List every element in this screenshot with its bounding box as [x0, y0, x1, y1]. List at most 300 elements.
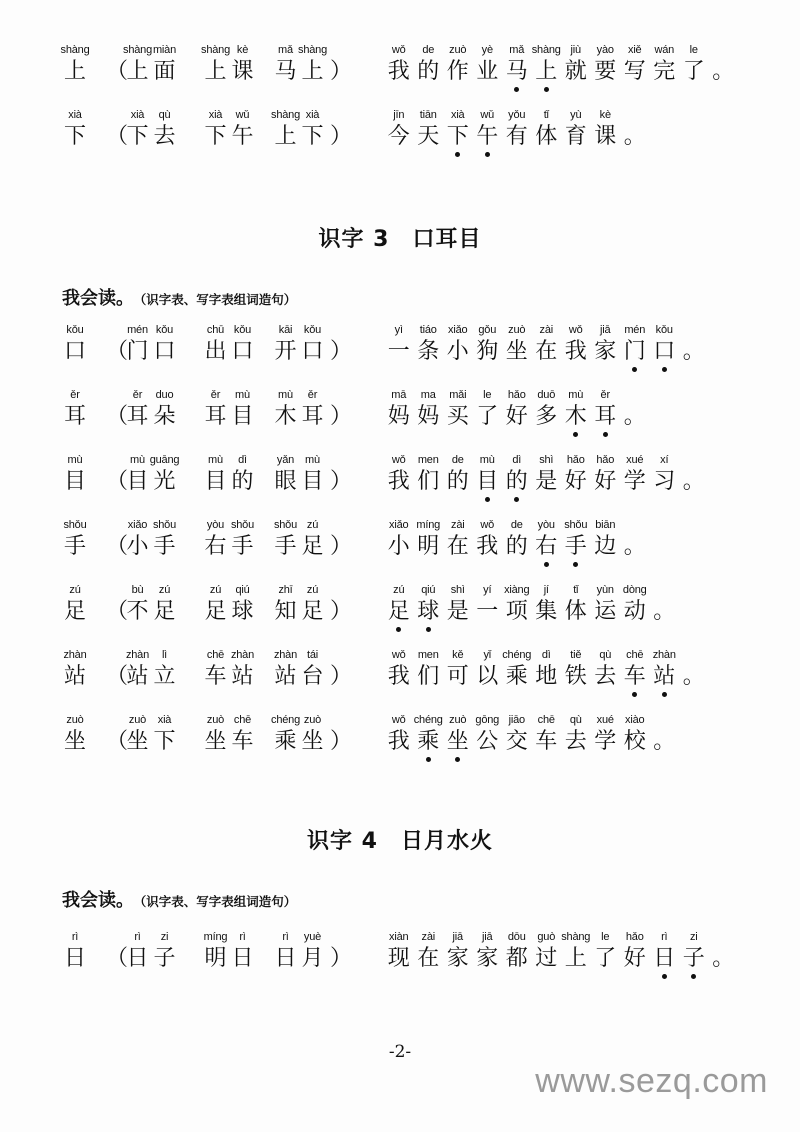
word-char	[229, 387, 256, 431]
head-char	[62, 929, 88, 973]
hanzi: 我	[387, 469, 410, 494]
pinyin: yè	[481, 44, 493, 56]
hanzi: 我	[387, 664, 410, 689]
sentence-char	[561, 647, 591, 691]
sentence-char	[650, 452, 680, 496]
hanzi: 上	[564, 946, 587, 971]
pinyin: duo	[155, 389, 174, 401]
hanzi: 目	[204, 469, 227, 494]
word-char	[299, 647, 326, 691]
pinyin: shàng	[60, 44, 90, 56]
pinyin: rì	[661, 931, 668, 943]
pinyin: zhàn	[230, 649, 255, 661]
pinyin: míng	[203, 931, 228, 943]
pinyin: shàng	[271, 109, 300, 121]
pinyin: qù	[599, 649, 612, 661]
sentence-char	[502, 42, 532, 86]
sentence-char	[679, 647, 709, 691]
example-sentence	[384, 452, 709, 496]
sentence-char	[620, 387, 650, 431]
word	[124, 712, 178, 756]
sentence-char	[561, 712, 591, 756]
pinyin: wǒ	[391, 44, 406, 56]
sentence-char	[532, 517, 562, 561]
hanzi: 球	[417, 599, 440, 624]
vocab-row	[62, 647, 762, 712]
pinyin: mù	[568, 389, 584, 401]
hanzi: 车	[535, 729, 558, 754]
word-char	[299, 42, 326, 86]
sentence-char	[591, 929, 621, 973]
hanzi: 球	[231, 599, 254, 624]
close-bracket: ）	[330, 339, 353, 364]
hanzi: 木	[274, 404, 297, 429]
pinyin: yì	[394, 324, 403, 336]
sentence-char	[620, 452, 650, 496]
hanzi: 车	[204, 664, 227, 689]
vocab-row	[62, 712, 762, 777]
hanzi: 右	[204, 534, 227, 559]
vocab-row	[62, 42, 762, 107]
section-continued	[62, 42, 762, 172]
open-bracket: （	[106, 469, 129, 494]
pinyin: kǒu	[233, 324, 252, 336]
section-title: 识字 4 日月水火	[307, 829, 493, 854]
pinyin: zhàn	[125, 649, 150, 661]
word-char	[229, 517, 256, 561]
pinyin: chē	[233, 714, 252, 726]
pinyin: chē	[206, 649, 225, 661]
hanzi: 体	[564, 599, 587, 624]
sentence-char	[650, 929, 680, 973]
sentence-char	[620, 517, 650, 561]
pinyin: lì	[161, 649, 168, 661]
close-bracket: ）	[330, 664, 353, 689]
sentence-char	[384, 322, 414, 366]
pinyin: shǒu	[564, 519, 588, 531]
sentence-char	[414, 322, 444, 366]
hanzi: 站	[274, 664, 297, 689]
open-bracket: （	[106, 124, 129, 149]
hanzi: 小	[387, 534, 410, 559]
sentence-char	[443, 322, 473, 366]
pinyin: zhàn	[63, 649, 87, 661]
open-bracket: （	[106, 59, 129, 84]
pinyin: jiù	[570, 44, 581, 56]
instruction-note: （识字表、写字表组词造句）	[140, 292, 297, 307]
word-char	[299, 517, 326, 561]
hanzi: 上	[126, 59, 149, 84]
head-character	[62, 647, 88, 691]
hanzi: 学	[623, 469, 646, 494]
sentence-char	[532, 647, 562, 691]
pinyin: zú	[306, 584, 319, 596]
hanzi: 乘	[274, 729, 297, 754]
example-sentence	[384, 322, 709, 366]
hanzi: 都	[505, 946, 528, 971]
pinyin: yuè	[303, 931, 322, 943]
section-shizi-3	[62, 322, 762, 777]
sentence-char	[532, 712, 562, 756]
hanzi: 上	[204, 59, 227, 84]
pinyin: jiāo	[508, 714, 525, 726]
example-sentence	[384, 107, 650, 151]
instruction	[62, 284, 296, 310]
word-char	[272, 517, 299, 561]
word-char	[272, 322, 299, 366]
word	[202, 517, 256, 561]
word-char	[229, 107, 256, 151]
word-char	[229, 929, 256, 973]
sentence-char	[561, 107, 591, 151]
sentence-char	[532, 387, 562, 431]
pinyin: kǒu	[655, 324, 673, 336]
hanzi: 马	[274, 59, 297, 84]
sentence-char	[384, 42, 414, 86]
sentence-char	[532, 452, 562, 496]
hanzi: 作	[446, 59, 469, 84]
pinyin: xiào	[625, 714, 645, 726]
pinyin: mǎ	[509, 44, 525, 56]
pinyin: zi	[160, 931, 169, 943]
head-character	[62, 582, 88, 626]
head-character	[62, 929, 88, 973]
vocab-row	[62, 582, 762, 647]
pinyin: kě	[452, 649, 464, 661]
pinyin: yǎn	[276, 454, 295, 466]
sentence-char	[650, 647, 680, 691]
section-title: 识字 3 口耳目	[318, 227, 482, 252]
close-bracket: ）	[330, 534, 353, 559]
pinyin: tiān	[419, 109, 437, 121]
hanzi: 下	[126, 124, 149, 149]
pinyin: dì	[238, 454, 247, 466]
pinyin: mù	[479, 454, 495, 466]
word-char	[151, 452, 178, 496]
hanzi: 车	[231, 729, 254, 754]
hanzi: 现	[387, 946, 410, 971]
instruction	[62, 886, 296, 912]
pinyin: mù	[278, 389, 293, 401]
pinyin: zuò	[128, 714, 147, 726]
sentence-char	[650, 322, 680, 366]
pinyin: zhàn	[273, 649, 298, 661]
sentence-char	[709, 929, 739, 973]
sentence-char	[443, 387, 473, 431]
word-char	[229, 712, 256, 756]
word	[124, 452, 178, 496]
word-char	[202, 517, 229, 561]
sentence-char	[473, 42, 503, 86]
pinyin: shǒu	[63, 519, 87, 531]
sentence-char	[502, 517, 532, 561]
hanzi: 目	[63, 469, 86, 494]
word-char	[124, 929, 151, 973]
sentence-char	[532, 929, 562, 973]
sentence-char	[591, 387, 621, 431]
sentence-char	[414, 517, 444, 561]
pinyin: mén	[127, 324, 148, 336]
hanzi: 朵	[153, 404, 176, 429]
sentence-char	[473, 712, 503, 756]
sentence-char	[561, 582, 591, 626]
watermark: www.sezq.com	[535, 1062, 768, 1100]
pinyin: shàng	[561, 931, 591, 943]
sentence-char	[443, 42, 473, 86]
pinyin: kè	[236, 44, 249, 56]
sentence-char	[620, 322, 650, 366]
hanzi: 站	[231, 664, 254, 689]
word	[124, 387, 178, 431]
hanzi: 开	[274, 339, 297, 364]
pinyin: yòu	[206, 519, 225, 531]
pinyin: xià	[68, 109, 82, 121]
head-char	[62, 582, 88, 626]
hanzi: 日	[231, 946, 254, 971]
word-char	[272, 712, 299, 756]
word-char	[229, 582, 256, 626]
hanzi: 了	[682, 59, 705, 84]
word-char	[272, 582, 299, 626]
hanzi: 站	[63, 664, 86, 689]
hanzi: 课	[231, 59, 254, 84]
sentence-char	[709, 42, 739, 86]
pinyin: ěr	[132, 389, 143, 401]
word-char	[202, 387, 229, 431]
hanzi: 乘	[417, 729, 440, 754]
head-character	[62, 322, 88, 366]
word-char	[151, 712, 178, 756]
hanzi: 课	[594, 124, 617, 149]
hanzi: 育	[564, 124, 587, 149]
word-char	[202, 647, 229, 691]
hanzi: 好	[594, 469, 617, 494]
sentence-char	[384, 647, 414, 691]
instruction-label: 我会读。	[62, 890, 134, 911]
sentence-char	[443, 712, 473, 756]
pinyin: xiǎo	[127, 519, 148, 531]
sentence-char	[532, 322, 562, 366]
hanzi: 公	[476, 729, 499, 754]
hanzi: 子	[682, 946, 705, 971]
word	[202, 322, 256, 366]
section-shizi-4	[62, 929, 762, 994]
hanzi: 口	[301, 339, 324, 364]
pinyin: jīn	[393, 109, 405, 121]
sentence-char	[502, 582, 532, 626]
hanzi: 耳	[594, 404, 617, 429]
word-char	[124, 582, 151, 626]
word	[202, 929, 256, 973]
sentence-char	[650, 42, 680, 86]
pinyin: mù	[208, 454, 223, 466]
hanzi: 学	[594, 729, 617, 754]
pinyin: xià	[130, 109, 145, 121]
pinyin: ěr	[307, 389, 318, 401]
pinyin: ěr	[600, 389, 610, 401]
hanzi: 。	[623, 534, 646, 559]
sentence-char	[679, 322, 709, 366]
hanzi: 上	[535, 59, 558, 84]
head-char	[62, 647, 88, 691]
vocab-row	[62, 107, 762, 172]
pinyin: zú	[306, 519, 319, 531]
sentence-char	[561, 387, 591, 431]
pinyin: qù	[569, 714, 582, 726]
word-char	[229, 322, 256, 366]
hanzi: 耳	[204, 404, 227, 429]
hanzi: 了	[594, 946, 617, 971]
hanzi: 足	[301, 534, 324, 559]
pinyin: hǎo	[596, 454, 615, 466]
word	[124, 322, 178, 366]
pinyin: xià	[305, 109, 320, 121]
word-char	[299, 322, 326, 366]
pinyin: hǎo	[625, 931, 644, 943]
word-char	[124, 517, 151, 561]
pinyin: jiā	[452, 931, 463, 943]
sentence-char	[591, 107, 621, 151]
hanzi: 下	[63, 124, 86, 149]
sentence-char	[650, 582, 680, 626]
hanzi: 上	[274, 124, 297, 149]
hanzi: 光	[153, 469, 176, 494]
instruction-note: （识字表、写字表组词造句）	[140, 894, 297, 909]
pinyin: rì	[71, 931, 79, 943]
pinyin: xiǎo	[448, 324, 468, 336]
hanzi: 不	[126, 599, 149, 624]
pinyin: zài	[421, 931, 435, 943]
hanzi: 的	[417, 59, 440, 84]
hanzi: 天	[417, 124, 440, 149]
word	[202, 647, 256, 691]
sentence-char	[384, 517, 414, 561]
hanzi: 手	[153, 534, 176, 559]
pinyin: xí	[660, 454, 669, 466]
sentence-char	[384, 107, 414, 151]
sentence-char	[473, 929, 503, 973]
hanzi: 去	[153, 124, 176, 149]
hanzi: 口	[63, 339, 86, 364]
sentence-char	[384, 452, 414, 496]
word	[272, 929, 326, 973]
word-char	[272, 452, 299, 496]
pinyin: xià	[451, 109, 465, 121]
pinyin: zuò	[508, 324, 526, 336]
pinyin: ěr	[70, 389, 80, 401]
hanzi: 手	[231, 534, 254, 559]
word-char	[229, 42, 256, 86]
sentence-char	[591, 517, 621, 561]
vocab-row	[62, 452, 762, 517]
hanzi: 日	[653, 946, 676, 971]
word-char	[229, 647, 256, 691]
hanzi: 坐	[301, 729, 324, 754]
example-sentence	[384, 517, 650, 561]
sentence-char	[502, 452, 532, 496]
pinyin: chū	[206, 324, 225, 336]
word-char	[229, 452, 256, 496]
pinyin: men	[417, 454, 439, 466]
hanzi: 铁	[564, 664, 587, 689]
open-bracket: （	[106, 339, 129, 364]
sentence-char	[532, 107, 562, 151]
sentence-char	[620, 42, 650, 86]
hanzi: 目	[476, 469, 499, 494]
word-char	[299, 929, 326, 973]
word-char	[124, 322, 151, 366]
hanzi: 条	[417, 339, 440, 364]
hanzi: 体	[535, 124, 558, 149]
pinyin: xiàn	[389, 931, 409, 943]
hanzi: 知	[274, 599, 297, 624]
word-char	[202, 582, 229, 626]
hanzi: 目	[301, 469, 324, 494]
hanzi: 足	[204, 599, 227, 624]
head-char	[62, 107, 88, 151]
pinyin: jiā	[600, 324, 611, 336]
sentence-char	[414, 107, 444, 151]
word-char	[151, 582, 178, 626]
word-char	[272, 42, 299, 86]
sentence-char	[473, 452, 503, 496]
hanzi: 以	[476, 664, 499, 689]
hanzi: 目	[231, 404, 254, 429]
example-sentence	[384, 42, 738, 86]
hanzi: 子	[153, 946, 176, 971]
sentence-char	[384, 712, 414, 756]
hanzi: 今	[387, 124, 410, 149]
pinyin: zú	[158, 584, 171, 596]
pinyin: rì	[134, 931, 141, 943]
hanzi: 我	[387, 729, 410, 754]
sentence-char	[443, 517, 473, 561]
word-char	[124, 712, 151, 756]
pinyin: shàng	[531, 44, 561, 56]
word-char	[202, 42, 229, 86]
sentence-char	[532, 582, 562, 626]
hanzi: 上	[63, 59, 86, 84]
hanzi: 下	[301, 124, 324, 149]
pinyin: mǎ	[278, 44, 293, 56]
hanzi: 明	[204, 946, 227, 971]
pinyin: chéng	[271, 714, 300, 726]
hanzi: 的	[231, 469, 254, 494]
sentence-char	[443, 929, 473, 973]
hanzi: 足	[387, 599, 410, 624]
pinyin: jí	[543, 584, 549, 596]
pinyin: kāi	[278, 324, 293, 336]
sentence-char	[650, 712, 680, 756]
hanzi: 是	[535, 469, 558, 494]
hanzi: 。	[682, 469, 705, 494]
word	[272, 517, 326, 561]
pinyin: yǒu	[508, 109, 526, 121]
hanzi: 午	[231, 124, 254, 149]
hanzi: 明	[417, 534, 440, 559]
hanzi: 交	[505, 729, 528, 754]
sentence-char	[443, 647, 473, 691]
word-char	[124, 452, 151, 496]
close-bracket: ）	[330, 946, 353, 971]
pinyin: míng	[416, 519, 441, 531]
head-character	[62, 107, 88, 151]
hanzi: 。	[623, 124, 646, 149]
hanzi: 是	[446, 599, 469, 624]
sentence-char	[620, 929, 650, 973]
pinyin: yǐ	[483, 649, 492, 661]
hanzi: 上	[301, 59, 324, 84]
